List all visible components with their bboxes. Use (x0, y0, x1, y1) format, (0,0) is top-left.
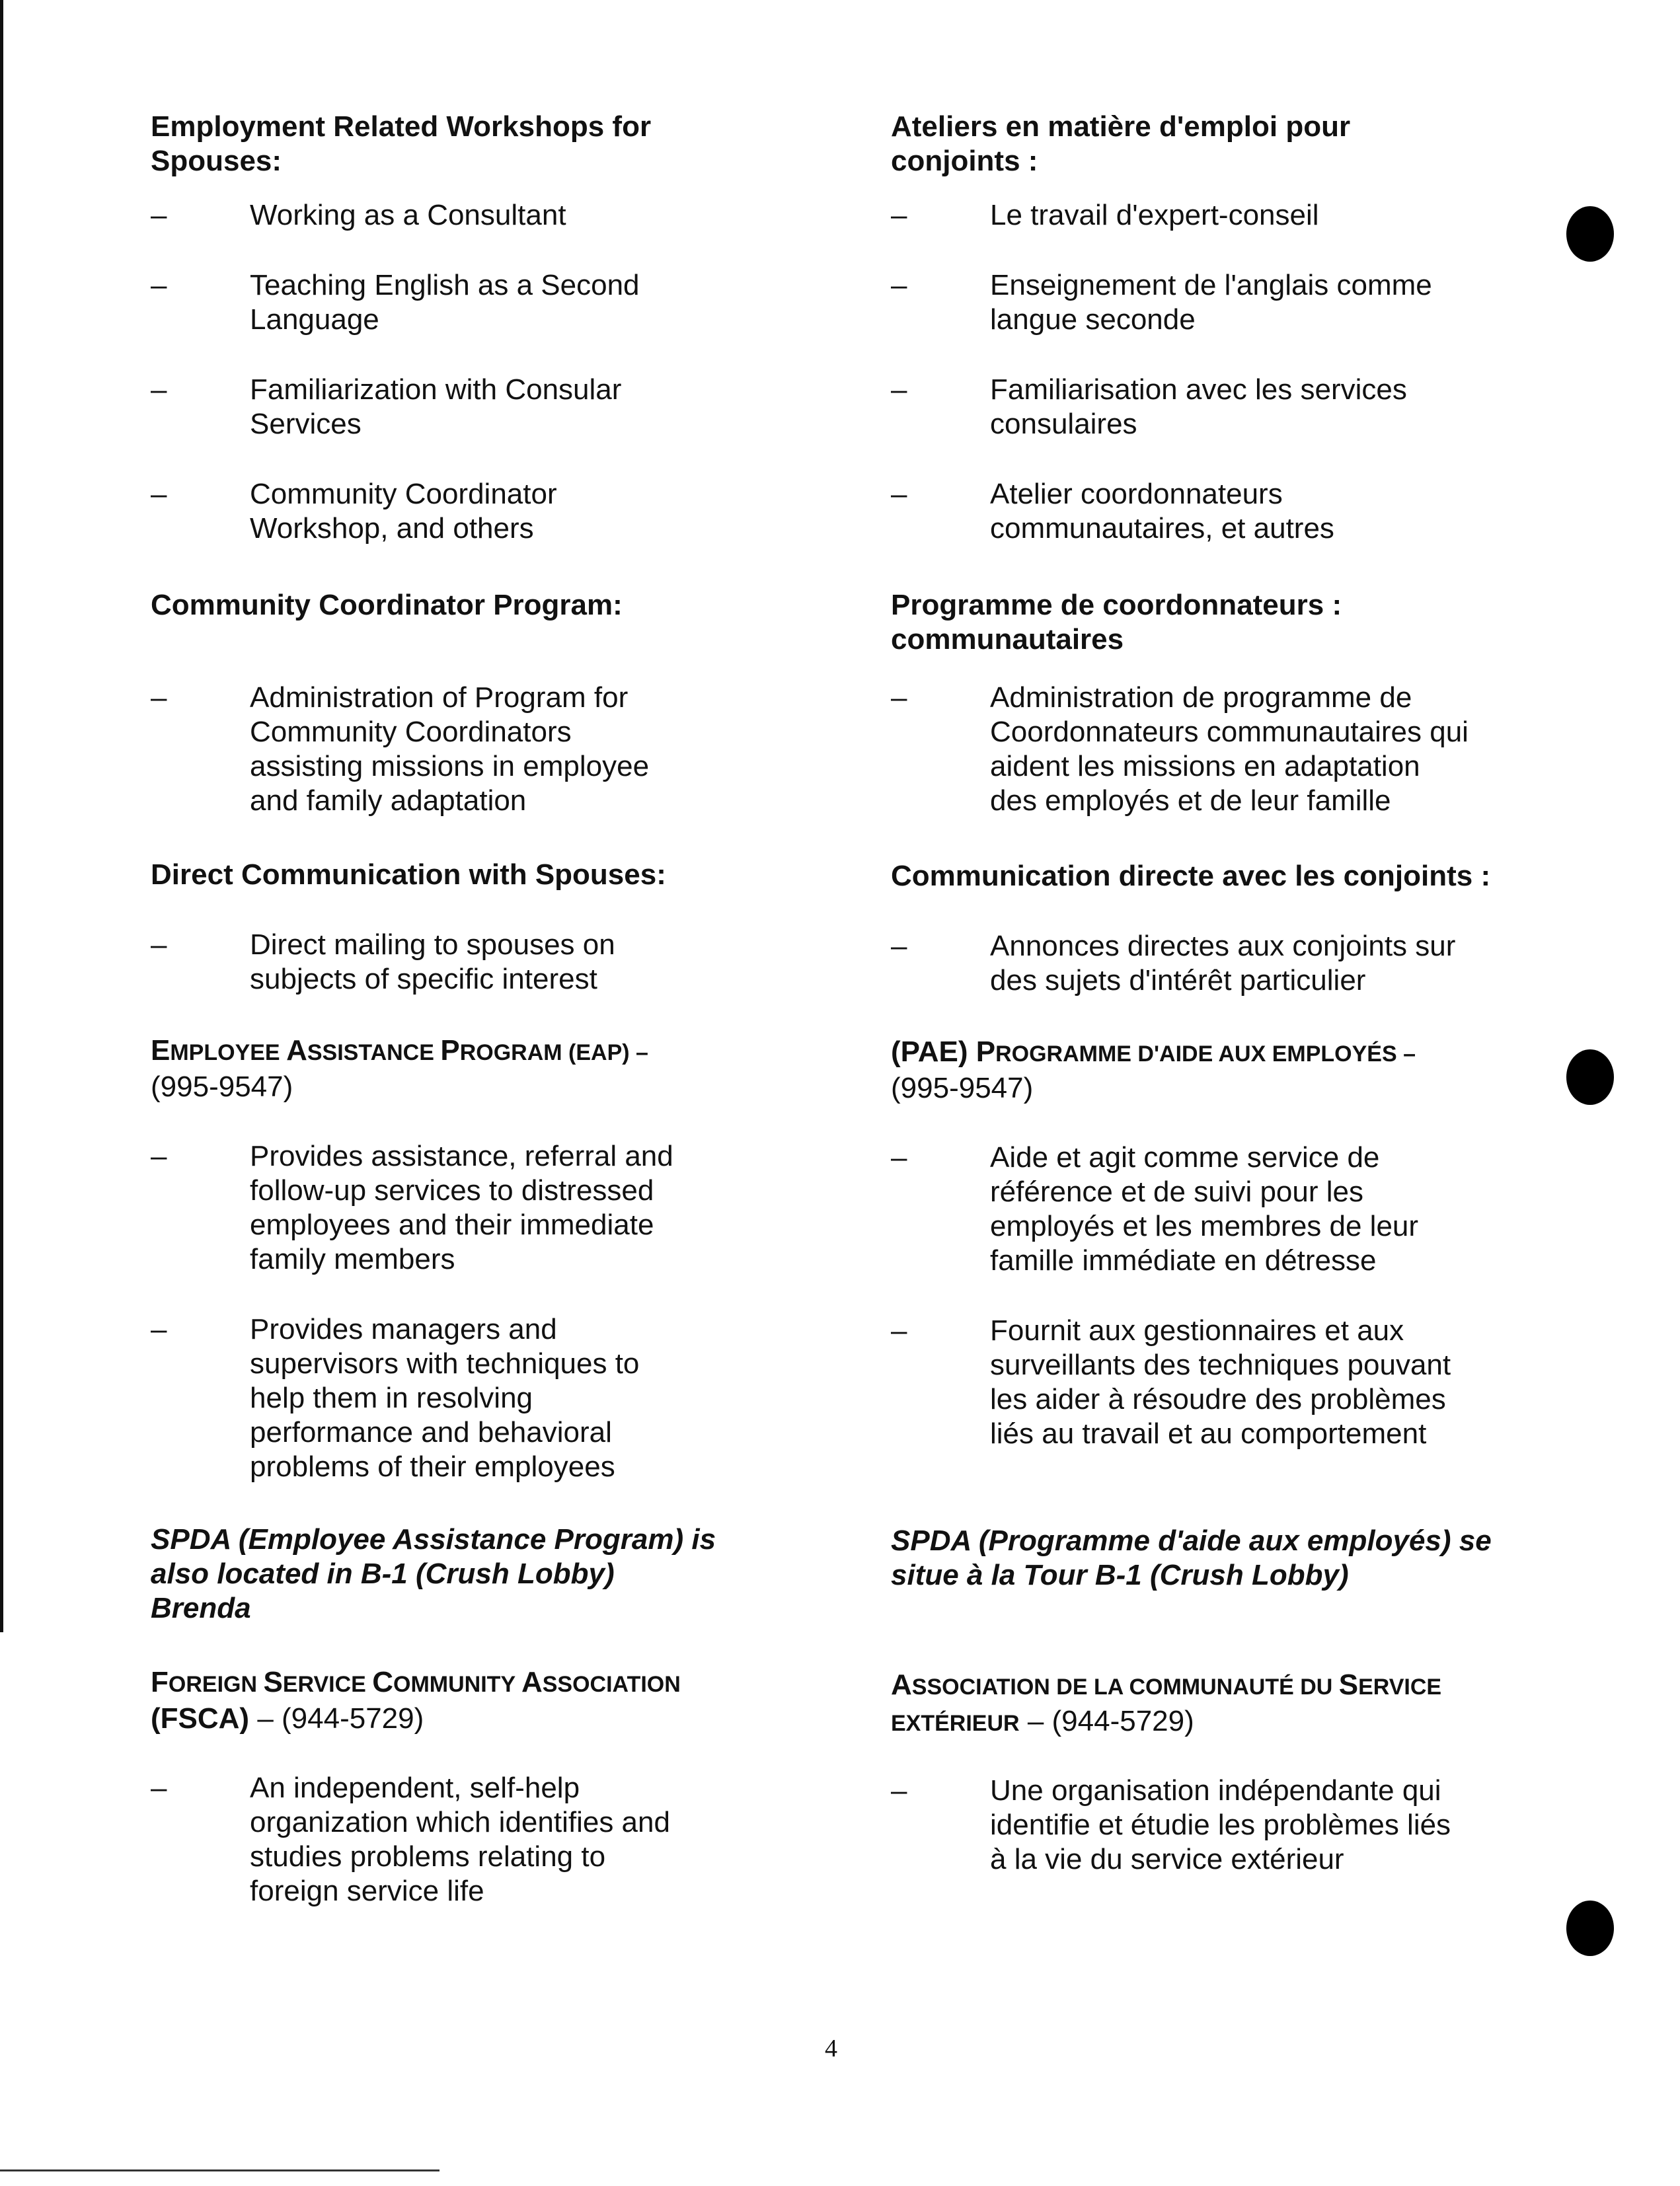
scan-edge-left (0, 0, 3, 1632)
workshops-heading-fr: Ateliers en matière d'emploi pour conjoints : (891, 110, 1351, 177)
eap-phone-en: (995-9547) (151, 1071, 293, 1103)
dash-icon: – (151, 1772, 167, 1804)
ccp-heading-fr: Programme de coordonnateurs : communautaires (891, 589, 1342, 656)
page-number: 4 (825, 2035, 837, 2062)
dash-icon: – (151, 1140, 167, 1172)
punch-hole-bottom (1566, 1901, 1614, 1956)
workshops-heading-en: Employment Related Workshops for Spouses: (151, 110, 652, 177)
dash-icon: – (151, 478, 167, 510)
dash-icon: – (151, 269, 167, 301)
dcs-heading-en: Direct Communication with Spouses: (151, 858, 666, 891)
punch-hole-top (1566, 206, 1614, 262)
dash-icon: – (891, 269, 907, 301)
spda-note-en: SPDA (Employee Assistance Program) is also located in B-1 (Crush Lobby) Brenda (151, 1523, 716, 1624)
dash-icon: – (891, 1314, 907, 1347)
dash-icon: – (891, 199, 907, 231)
fsca-heading-en: FOREIGN SERVICE COMMUNITY ASSOCIATION (FSCA) – (944-5729) (151, 1666, 681, 1735)
dash-icon: – (891, 930, 907, 962)
dash-icon: – (891, 1141, 907, 1174)
dash-icon: – (151, 199, 167, 231)
dash-icon: – (151, 928, 167, 961)
dash-icon: – (151, 681, 167, 714)
eap-phone-fr: (995-9547) (891, 1072, 1034, 1104)
dash-icon: – (151, 373, 167, 406)
dash-icon: – (891, 681, 907, 714)
fsca-phone-en: – (944-5729) (257, 1702, 424, 1735)
dash-icon: – (891, 373, 907, 406)
dash-icon: – (891, 478, 907, 510)
ccp-heading-en: Community Coordinator Program: (151, 589, 623, 621)
eap-heading-fr: (PAE) PROGRAMME D'AIDE AUX EMPLOYÉS – (995-9547) (891, 1036, 1416, 1104)
fsca-heading-fr: ASSOCIATION DE LA COMMUNAUTÉ DU SERVICE EXTÉRIEUR – (944-5729) (891, 1669, 1442, 1737)
spda-note-fr: SPDA (Programme d'aide aux employés) se situe à la Tour B-1 (Crush Lobby) (891, 1525, 1492, 1591)
punch-hole-middle (1566, 1049, 1614, 1105)
dcs-heading-fr: Communication directe avec les conjoints : (891, 860, 1491, 892)
dash-icon: – (151, 1313, 167, 1345)
fsca-phone-fr: – (944-5729) (1027, 1705, 1194, 1737)
dash-icon: – (891, 1774, 907, 1807)
eap-heading-en: EMPLOYEE ASSISTANCE PROGRAM (EAP) – (995-9547) (151, 1034, 648, 1103)
scan-edge-bottom (0, 2169, 439, 2171)
